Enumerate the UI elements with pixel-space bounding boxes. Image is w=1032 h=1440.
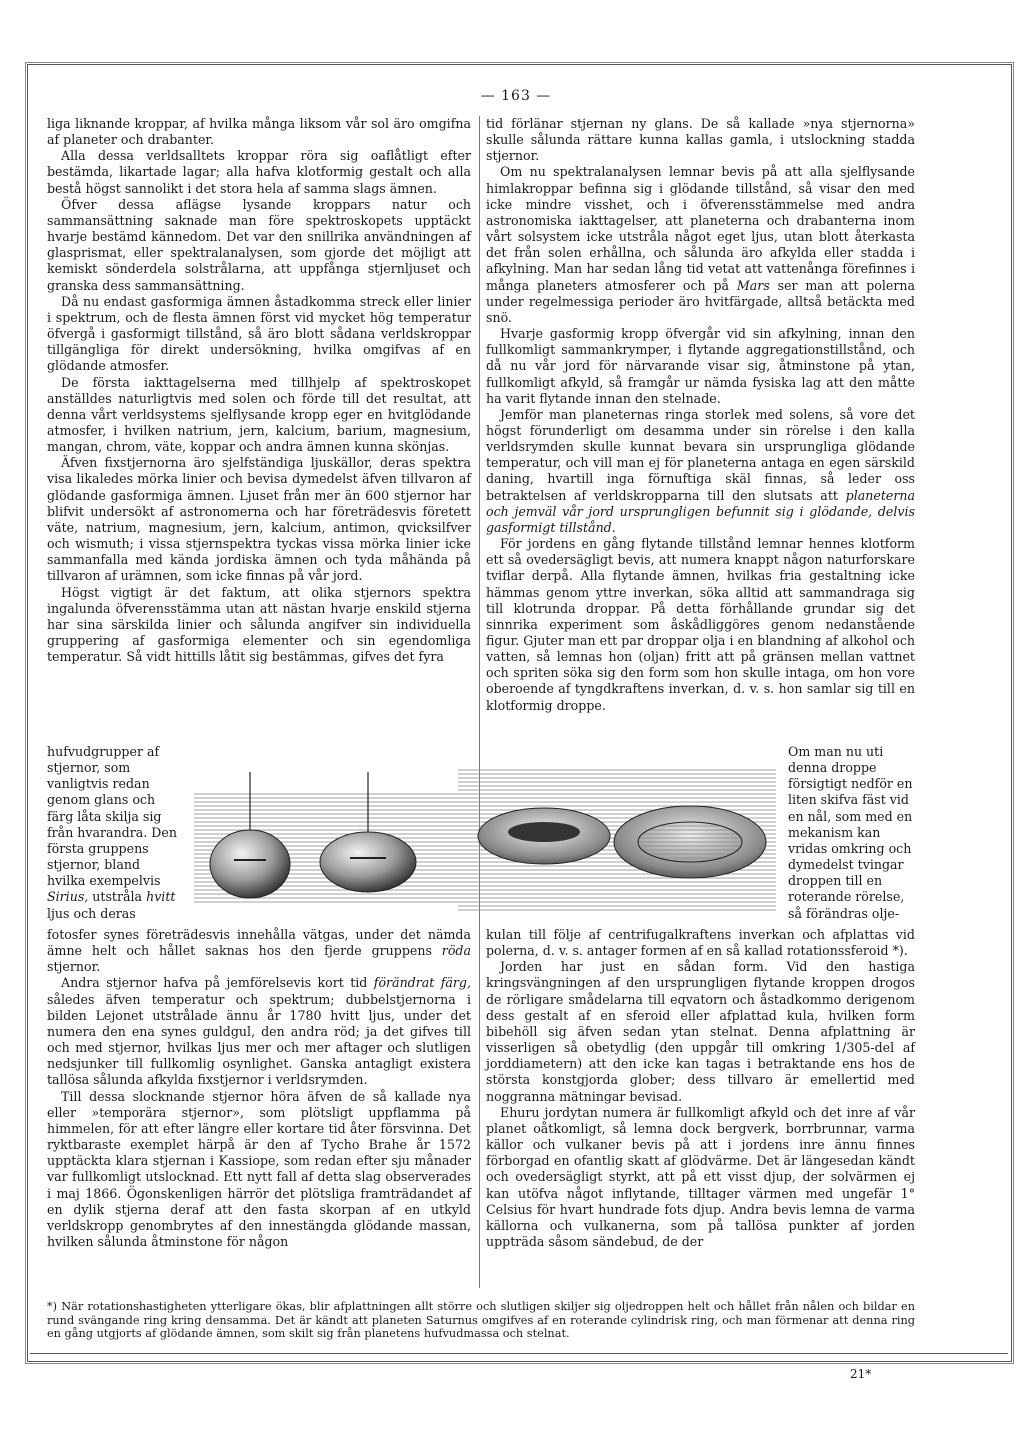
- text-run: Andra stjernor hafva på jemförelsevis kort tid: [61, 975, 368, 991]
- hvitt-italic: hvitt: [146, 889, 176, 905]
- left-column-lower: [47, 927, 471, 1250]
- text-run: således äfven temperatur och spektrum; dubbelstjernorna i bilden Lejonet utstrålade ännu år 1780 hvitt ljus, under det numera den ena synes guldgul, den andra röd; ja det gifves till och med stjernor, hvilkas ljus mer och mer aftager och slutligen nedsjunker till fullkomlig osynlighet. Ganska antagligt existera tallösa sålunda afkylda fixstjernor i verldsrymden.: [47, 991, 471, 1088]
- text-run: stjernor.: [47, 959, 101, 975]
- oil-ring-illustration: [458, 760, 776, 920]
- forandrat-farg-italic: förändrat färg,: [373, 975, 471, 991]
- paragraph: Ehuru jordytan numera är fullkomligt afkyld och det inre af vår planet oåtkomligt, så lemna dock bergverk, borrbrunnar, varma källor och vulkaner bevis på att i jordens inre ännu finnes förborgad en ofantlig skatt af glödvärme. Det är längesedan kändt och ovedersägligt styrkt, att på ett visst djup, der solvärmen ej kan utöfva något inflytande, tilltager värmen med ungefär 1° Celsius för hvart hundrade fots djup. Andra bevis lemna de varma källorna och vulkanerna, som på tallösa punkter af jorden uppträda såsom sändebud, de der: [486, 1104, 915, 1249]
- left-wrap-tail: utstråla: [92, 889, 143, 905]
- right-column-lower: [486, 927, 915, 1250]
- text-run: fotosfer synes företrädesvis innehålla vätgas, under det nämda ämne helt och hållet saknas hos den fjerde gruppens: [47, 927, 471, 959]
- left-wrap-end: ljus och deras: [47, 905, 136, 921]
- left-wrap-start: hufvudgrupper af stjernor, som vanligtvis redan genom glans och färg låta skilja sig från hvarandra. Den första gruppens stjernor, bland hvilka exempelvis: [47, 744, 177, 889]
- paragraph: liga liknande kroppar, af hvilka många liksom vår sol äro omgifna af planeter och drabanter.: [47, 116, 471, 148]
- right-wrap-text: Om man nu uti denna droppe försigtigt nedför en liten skifva fäst vid en nål, som med en mekanism kan vridas omkring och dymedelst tvingar droppen till en roterande rörelse, så förändras olje-: [788, 744, 913, 921]
- text-run: Om nu spektralanalysen lemnar bevis på att alla sjelflysande himlakroppar befinna sig i glödande tillstånd, så visar den med icke mindre visshet, och i öfverensstämmelse med andra astronomiska iakttagelser, att planeterna och drabanterna inom vårt solsystem icke utstråla något eget ljus, utan blott återkasta det från solen erhållna, och sålunda äro afkylda eller stadda i afkylning. Man har sedan lång tid vetat att vattenånga förefinnes i många planeters atmosferer och på: [486, 164, 915, 293]
- left-column: [47, 116, 471, 665]
- paragraph: Alla dessa verldsalltets kroppar röra sig oaflåtligt efter bestämda, likartade lagar; alla hafva klotformig gestalt och alla bestå högst sannolikt i det stora hela af samma slags ämnen.: [47, 148, 471, 196]
- right-column: [486, 116, 915, 714]
- paragraph: För jordens en gång flytande tillstånd lemnar hennes klotform ett så ovedersägligt bevis, att numera knappt någon naturforskare tviflar derpå. Alla flytande ämnen, hvilkas fria gestaltning icke hämmas genom yttre inverkan, söka alltid att sammandraga sig till klotrunda droppar. På detta förhållande grundar sig det sinnrika experiment som åskådliggöres genom nedanstående figur. Gjuter man ett par droppar olja i en blandning af alkohol och vatten, så lemnas hon (oljan) fritt att på gränsen mellan vattnet och spriten söka sig den form som hon skulle intaga, om hon vore oberoende af tyngdkraftens inverkan, d. v. s. hon samlar sig till en klotformig droppe.: [486, 536, 915, 713]
- paragraph: [486, 164, 915, 326]
- text-run: ser man att polerna under regelmessiga perioder äro hvitfärgade, alltså betäckta med snö.: [486, 277, 915, 325]
- paragraph: [47, 975, 471, 1088]
- oil-drop-figure: [186, 760, 778, 922]
- paragraph: [47, 927, 471, 975]
- paragraph: Jorden har just en sådan form. Vid den hastiga kringsvängningen af den ursprungligen flytande kroppen drogos de rörligare smådelarna till eqvatorn och åstadkommo derigenom dess gestalt af en sferoid eller afplattad kula, hvilken form bibehöll sig äfven sedan ytan stelnat. Denna afplattning är visserligen så obetydlig (den uppgår till omkring 1/305-del af jorddiametern) att den icke kan tagas i betraktande ens hos de största konstgjorda glober; dess tillvaro är emellertid med noggranna mätningar bevisad.: [486, 959, 915, 1104]
- roda-italic: röda: [441, 943, 471, 959]
- rotating-drops-illustration: [194, 772, 458, 922]
- paragraph: Öfver dessa aflägse lysande kroppars natur och sammansättning saknade man före spektroskopets upptäckt hvarje bestämd kännedom. Det var den snillrika användningen af glasprismat, eller spektralanalysen, som gjorde det möjligt att kemiskt sönderdela solstrålarna, att uppfånga stjernljuset och granska dess sammansättning.: [47, 196, 471, 293]
- paragraph: Hvarje gasformig kropp öfvergår vid sin afkylning, innan den fullkomligt sammankrymper, i flytande aggregationstillstånd, och då nu vår jord för närvarande visar sig, åtminstone på ytan, fullkomligt afkyld, så framgår ur nämda fysiska lag att den måtte ha varit flytande innan den stelnade.: [486, 326, 915, 406]
- footnote: *) När rotationshastigheten ytterligare ökas, blir afplattningen allt större och slutligen skiljer sig oljedroppen helt och hållet från nålen och bildar en rund svängande ring kring densamma. Det är kändt att planeten Saturnus omgifves af en roterande cylindrisk ring, och man förmenar att denna ring en gång utgjorts af glödande ämnen, som skilt sig från planetens hufvudmassa och stelnat.: [47, 1300, 915, 1341]
- paragraph: Till dessa slocknande stjernor höra äfven de så kallade nya eller »temporära stjernor», som plötsligt uppflamma på himmelen, för att efter längre eller kortare tid åter försvinna. Det ryktbaraste exemplet härpå är den af Tycho Brahe år 1572 upptäckta klara stjernan i Kassiope, som redan efter sju månader var fullkomligt utslocknad. Ett nytt fall af detta slag observerades i maj 1866. Ögonskenligen härrör det plötsliga framträdandet af en dylik stjerna deraf att den fasta skorpan af en utkyld verldskropp genombrytes af den innestängda glödande massan, hvilken sålunda åtminstone för någon: [47, 1088, 471, 1249]
- paragraph: kulan till följe af centrifugalkraftens inverkan och afplattas vid polerna, d. v. s. antager formen af en så kallad rotationssferoid *).: [486, 927, 915, 959]
- paragraph: Då nu endast gasformiga ämnen åstadkomma streck eller linier i spektrum, och de flesta ämnen först vid mycket hög temperatur öfvergå i gasformigt tillstånd, så äro blott sådana verldskroppar tillgängliga för direkt undersökning, hvilka omgifvas af en glödande atmosfer.: [47, 293, 471, 374]
- conclusion-italic: planeterna och jemväl vår jord ursprungligen befunnit sig i glödande, delvis gasformigt tillstånd.: [486, 487, 915, 535]
- column-divider: [479, 116, 480, 1288]
- paragraph: [486, 407, 915, 536]
- bottom-rule: [30, 1353, 1008, 1354]
- mars-italic: Mars: [736, 277, 770, 293]
- signature-mark: 21*: [850, 1367, 872, 1381]
- sirius-italic: Sirius,: [47, 889, 89, 905]
- paragraph: De första iakttagelserna med tillhjelp af spektroskopet anställdes naturligtvis med solen och förde till det resultat, att denna vårt verldsystems sjelflysande kropp eger en hvitglödande atmosfer, i hvilken natrium, jern, kalcium, barium, magnesium, mangan, chrom, väte, koppar och andra ämnen kunna skönjas.: [47, 374, 471, 455]
- left-wrap-text: [47, 744, 177, 922]
- page-number: — 163 —: [480, 88, 552, 104]
- text-run: Jemför man planeternas ringa storlek med solens, så vore det högst förunderligt om desamma under sin rörelse i den kalla verldsrymden skulle kunnat bevara sin ursprungliga glödande temperatur, och vill man ej för planeterna antaga en egen särskild daning, hvartill inga förnuftiga skäl finnas, så leder oss betraktelsen af verldskropparna till den slutsats att: [486, 406, 915, 503]
- paragraph: Äfven fixstjernorna äro sjelfständiga ljuskällor, deras spektra visa likaledes mörka linier och bevisa dymedelst äfven tillvaron af glödande gasformiga ämnen. Ljuset från mer än 600 stjernor har blifvit undersökt af astronomerna och har företrädesvis företett väte, natrium, magnesium, jern, kalcium, antimon, qvicksilfver och wismuth; i vissa stjernspektra tyckas vissa mörka linier icke sammanfalla med kända jordiska ämnen och tyda måhända på tillvaron af urämnen, som icke finnas på vår jord.: [47, 455, 471, 584]
- paragraph: tid förlänar stjernan ny glans. De så kallade »nya stjernorna» skulle sålunda rättare kunna kallas gamla, i utslockning stadda stjernor.: [486, 116, 915, 164]
- paragraph: Högst vigtigt är det faktum, att olika stjernors spektra ingalunda öfverensstämma utan att nästan hvarje enskild stjerna har sina särskilda linier och sålunda angifver sin individuella gruppering af gasformiga elementer och sin egendomliga temperatur. Så vidt hittills låtit sig bestämmas, gifves det fyra: [47, 584, 471, 665]
